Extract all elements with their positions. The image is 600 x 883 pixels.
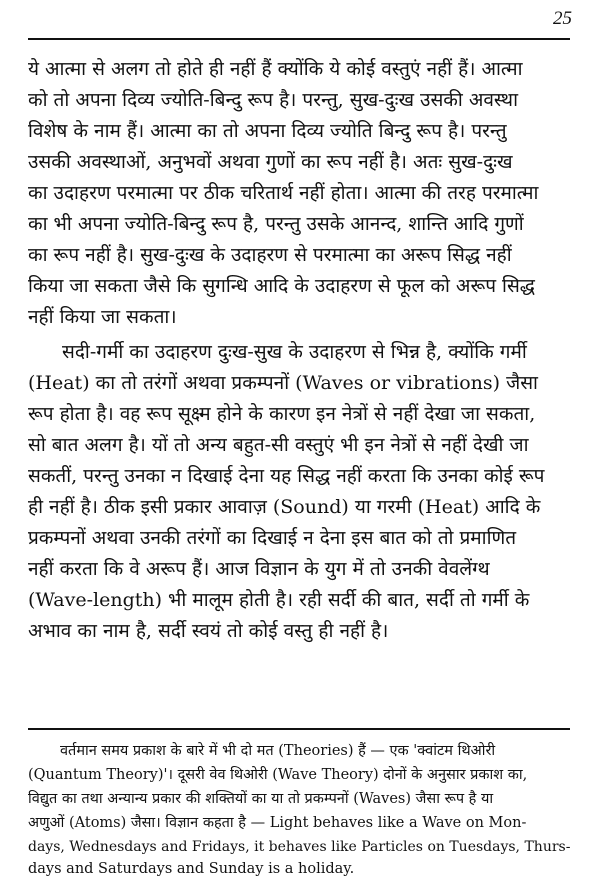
body-text-line: का उदाहरण परमात्मा पर ठीक चरितार्थ नहीं होता। आत्मा की तरह परमात्मा <box>28 182 539 204</box>
body-text-line: सो बात अलग है। यों तो अन्य बहुत-सी वस्तुएं भी इन नेत्रों से नहीं देखी जा <box>28 434 529 456</box>
page-number: 25 <box>553 8 572 29</box>
footnote-rule <box>28 728 570 730</box>
body-text-line: को तो अपना दिव्य ज्योति-बिन्दु रूप है। परन्तु, सुख-दुःख उसकी अवस्था <box>28 89 518 111</box>
body-text-line: रूप होता है। वह रूप सूक्ष्म होने के कारण इन नेत्रों से नहीं देखा जा सकता, <box>28 403 536 425</box>
footnote-line: days and Saturdays and Sunday is a holiday. <box>28 861 355 877</box>
paragraph-first-line: सदी-गर्मी का उदाहरण दुःख-सुख के उदाहरण से भिन्न है, क्योंकि गर्मी <box>62 341 527 363</box>
body-text-line: विशेष के नाम हैं। आत्मा का तो अपना दिव्य ज्योति बिन्दु रूप है। परन्तु <box>28 120 507 142</box>
body-text-line: नहीं किया जा सकता। <box>28 306 177 328</box>
body-text-line: का रूप नहीं है। सुख-दुःख के उदाहरण से परमात्मा का अरूप सिद्ध नहीं <box>28 244 512 266</box>
header-rule <box>28 38 570 40</box>
body-text-line: किया जा सकता जैसे कि सुगन्धि आदि के उदाहरण से फूल को अरूप सिद्ध <box>28 275 535 297</box>
body-text-line: उसकी अवस्थाओं, अनुभवों अथवा गुणों का रूप नहीं है। अतः सुख-दुःख <box>28 151 513 173</box>
footnote-line: विद्युत का तथा अन्यान्य प्रकार की शक्तियों का या तो प्रकम्पनों (Waves) जैसा रूप है या <box>28 791 494 807</box>
footnote-line: (Quantum Theory)'। दूसरी वेव थिओरी (Wave Theory) दोनों के अनुसार प्रकाश का, <box>28 767 528 783</box>
footnote-line: days, Wednesdays and Fridays, it behaves like Particles on Tuesdays, Thurs- <box>28 839 571 855</box>
body-text-line: अभाव का नाम है, सर्दी स्वयं तो कोई वस्तु ही नहीं है। <box>28 620 389 642</box>
body-text-line: नहीं करता कि वे अरूप हैं। आज विज्ञान के युग में तो उनकी वेवलेंग्थ <box>28 558 490 580</box>
body-text-line: (Heat) का तो तरंगों अथवा प्रकम्पनों (Waves or vibrations) जैसा <box>28 372 538 394</box>
body-text-line: प्रकम्पनों अथवा उनकी तरंगों का दिखाई न देना इस बात को तो प्रमाणित <box>28 527 517 549</box>
footnote-line: अणुओं (Atoms) जैसा। विज्ञान कहता है — Light behaves like a Wave on Mon- <box>28 815 527 831</box>
body-text-line: का भी अपना ज्योति-बिन्दु रूप है, परन्तु उसके आनन्द, शान्ति आदि गुणों <box>28 213 524 235</box>
body-text-line: ये आत्मा से अलग तो होते ही नहीं हैं क्योंकि ये कोई वस्तुएं नहीं हैं। आत्मा <box>28 58 523 80</box>
footnote-line: वर्तमान समय प्रकाश के बारे में भी दो मत (Theories) हैं — एक 'क्वांटम थिओरी <box>60 743 496 759</box>
body-text-line: ही नहीं है। ठीक इसी प्रकार आवाज़ (Sound) या गरमी (Heat) आदि के <box>28 496 541 518</box>
body-text-line: सकतीं, परन्तु उनका न दिखाई देना यह सिद्ध नहीं करता कि उनका कोई रूप <box>28 465 545 487</box>
body-text-line: (Wave-length) भी मालूम होती है। रही सर्दी की बात, सर्दी तो गर्मी के <box>28 589 530 611</box>
